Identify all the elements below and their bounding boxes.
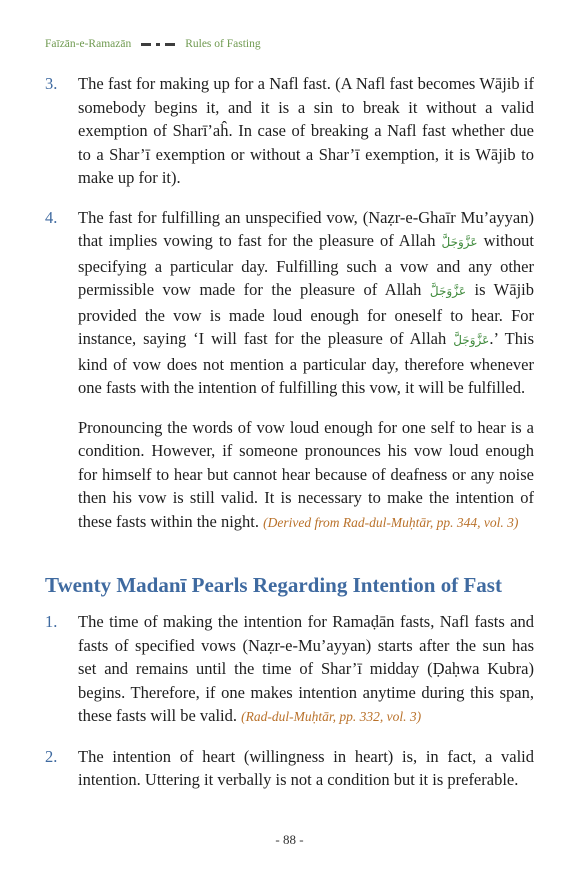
arabic-honorific: عَزَّوَجَلَّ [453, 333, 490, 347]
arabic-honorific: عَزَّوَجَلَّ [429, 284, 467, 298]
item-text-part: is Wājib provided the vow is made loud enough for oneself to hear. For instance, saying ‘I will fast for the pleasure of Allah [78, 280, 534, 348]
item-number: 3. [45, 74, 58, 93]
list-item [45, 206, 534, 400]
reference-citation: (Rad-dul-Muḥtār, pp. 332, vol. 3) [241, 709, 422, 724]
item-text-part: without specifying a particular day. Fulfilling such a vow and any other permissible vow made for the pleasure of Allah [78, 231, 535, 299]
list-item [45, 610, 534, 729]
item-number: 1. [45, 612, 58, 631]
running-header [45, 38, 261, 50]
item-text-part: The time of making the intention for Ramaḍān fasts, Nafl fasts and fasts of specified vows (Naẓr-e-Mu’ayyan) starts after the sun has set and remains until the time of Shar’ī midday (Ḍaḥwa Kubra) begins. Therefore, if one makes intention anytime during this span, these fasts will be valid. [78, 612, 534, 725]
chapter-title: Rules of Fasting [185, 38, 261, 50]
book-title: Faīzān-e-Ramazān [45, 38, 132, 50]
item-text: The intention of heart (willingness in heart) is, in fact, a valid intention. Uttering it verbally is not a condition but it is preferable. [78, 746, 534, 789]
body-paragraph [78, 416, 534, 535]
separator-dash [165, 43, 175, 46]
item-number: 4. [45, 207, 58, 227]
list-item [45, 72, 534, 190]
item-text: The fast for making up for a Nafl fast. (A Nafl fast becomes Wājib if somebody begins it, and it is a sin to break it without a valid exemption of Sharī’aĥ. In case of breaking a Nafl fast whether due to a Shar’ī exemption or without a Shar’ī exemption, it is Wājib to make up for it). [78, 74, 534, 187]
reference-citation: (Derived from Rad-dul-Muḥtār, pp. 344, vol. 3) [263, 514, 519, 530]
list-item [45, 745, 534, 792]
section-heading: Twenty Madanī Pearls Regarding Intention of Fast [45, 573, 502, 597]
item-number: 2. [45, 746, 58, 766]
separator-dash [141, 43, 151, 46]
header-separator [141, 43, 175, 46]
item-text-part: The fast for fulfilling an unspecified vow, (Naẓr-e-Ghaīr Mu’ayyan) that implies vowing to fast for the pleasure of Allah [78, 207, 534, 250]
paragraph-text: Pronouncing the words of vow loud enough for one self to hear is a condition. However, if someone pronounces his vow loud enough for himself to hear but cannot hear because of deafness or any noise then his vow is still valid. It is necessary to make the intention of these fasts within the night. [78, 417, 534, 531]
page-content [45, 72, 534, 808]
item-text [78, 610, 534, 729]
arabic-honorific: عَزَّوَجَلَّ [441, 235, 478, 249]
item-text-part: .’ This kind of vow does not mention a particular day, therefore whenever one fasts with the intention of fulfilling this vow, it will be fulfilled. [78, 329, 535, 397]
item-text [78, 206, 534, 400]
separator-dot [156, 43, 160, 46]
page-number: - 88 - [275, 832, 304, 847]
